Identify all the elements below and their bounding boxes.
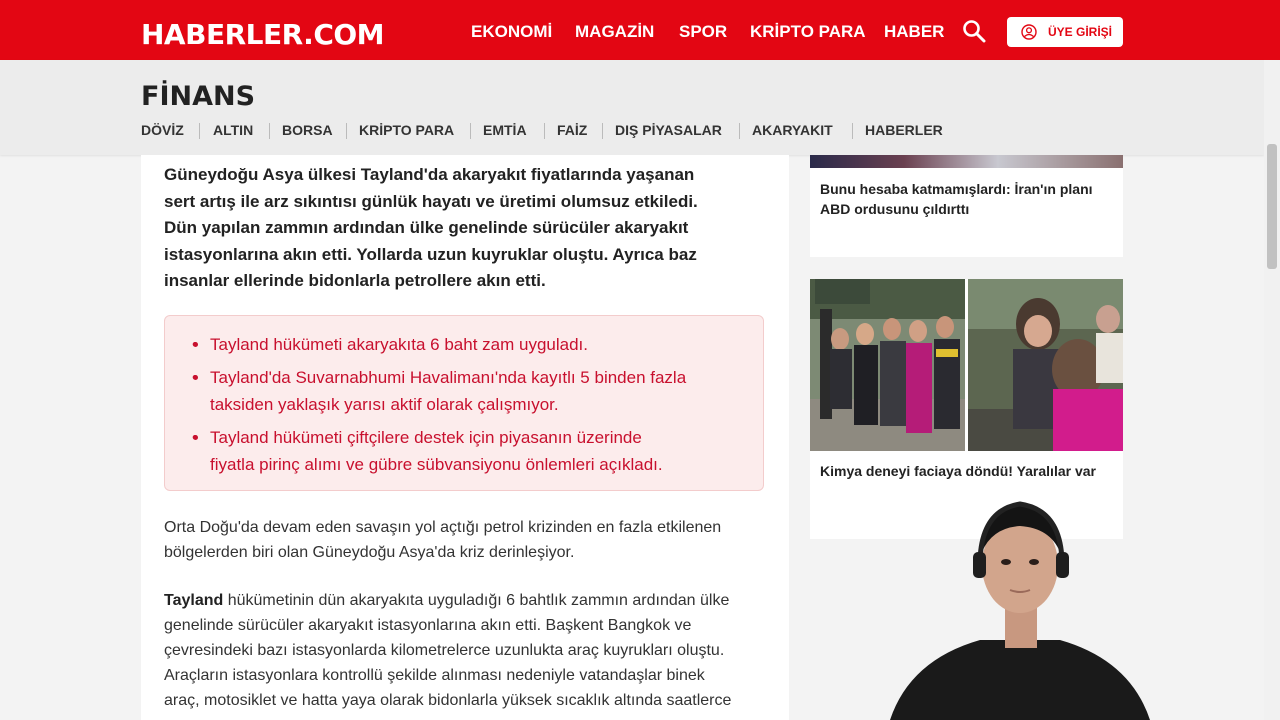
- subnav-divider: [544, 123, 545, 139]
- article-lead: [164, 162, 749, 295]
- subnav-doviz[interactable]: DÖVİZ: [141, 122, 184, 138]
- paragraph-line: genelinde sürücüler akaryakıt istasyonlarına akın etti. Başkent Bangkok ve: [164, 617, 692, 634]
- paragraph-line: Araçların istasyonlara kontrollü şekilde alınması nedeniyle vatandaşlar binek: [164, 667, 705, 684]
- title-line: Bunu hesaba katmamışlardı: İran'ın planı: [820, 181, 1093, 197]
- article-body: [141, 155, 789, 720]
- paragraph-line: araç, motosiklet ve hatta yaya olarak bidonlarla yüksek sıcaklık altında saatlerce: [164, 692, 732, 709]
- paragraph-line: bölgelerden biri olan Güneydoğu Asya'da kriz derinleşiyor.: [164, 544, 575, 561]
- subnav-divider: [346, 123, 347, 139]
- login-label: ÜYE GİRİŞİ: [1048, 25, 1113, 39]
- lead-line: istasyonlarına akın etti. Yollarda uzun kuyruklar oluştu. Ayrıca baz: [164, 244, 697, 264]
- subnav-divider: [739, 123, 740, 139]
- subnav-dis-piyasalar[interactable]: DIŞ PİYASALAR: [615, 122, 722, 138]
- subnav-divider: [199, 123, 200, 139]
- summary-line: • • Tayland hükümeti akaryakıta 6 baht zam uyguladı.: [210, 335, 588, 354]
- nav-item-ekonomi[interactable]: EKONOMİ: [471, 22, 553, 41]
- paragraph-line: Orta Doğu'da devam eden savaşın yol açtığı petrol krizinden en fazla etkilenen: [164, 519, 722, 536]
- site-logo[interactable]: HABERLER.COM: [141, 18, 385, 51]
- summary-line: • • Tayland hükümeti çiftçilere destek için piyasanın üzerinde: [210, 428, 642, 447]
- article-paragraph: [164, 515, 759, 565]
- lead-line: Güneydoğu Asya ülkesi Tayland'da akaryakıt fiyatlarında yaşanan: [164, 165, 695, 184]
- webcam-overlay: [870, 490, 1170, 720]
- summary-box: [164, 315, 764, 491]
- scrollbar-thumb[interactable]: [1267, 144, 1277, 269]
- news-photo-right[interactable]: [968, 279, 1123, 451]
- summary-line: fiyatla pirinç alımı ve gübre sübvansiyonu önlemleri açıkladı.: [210, 454, 663, 474]
- paragraph-text: hükümetinin dün akaryakıta uyguladığı 6 bahtlık zammın ardından ülke: [223, 592, 730, 609]
- news-card-title[interactable]: [820, 179, 1115, 219]
- title-line: ABD ordusunu çıldırttı: [820, 201, 970, 217]
- news-photo-left[interactable]: [810, 279, 965, 451]
- nav-item-haber[interactable]: HABER: [884, 22, 945, 41]
- page-scrollbar[interactable]: [1264, 60, 1280, 720]
- lead-line: sert artış ile arz sıkıntısı günlük hayatı ve üretimi olumsuz etkiledi.: [164, 191, 698, 211]
- summary-item: [210, 332, 730, 359]
- subnav-faiz[interactable]: FAİZ: [557, 122, 588, 138]
- paragraph-line: [164, 588, 764, 613]
- summary-line: • • Tayland'da Suvarnabhumi Havalimanı'nda kayıtlı 5 binden fazla: [210, 368, 687, 387]
- subnav-divider: [602, 123, 603, 139]
- paragraph-line: çevresindeki bazı istasyonlarda kilometrelerce uzunlukta araç kuyrukları oluştu.: [164, 642, 725, 659]
- subnav-emtia[interactable]: EMTİA: [483, 122, 527, 138]
- lead-line: Dün yapılan zammın ardından ülke genelinde sürücüler akaryakıt: [164, 218, 689, 237]
- news-card-title[interactable]: Kimya deneyi faciaya döndü! Yaralılar var: [820, 463, 1096, 479]
- subnav-divider: [269, 123, 270, 139]
- nav-item-kripto-para[interactable]: KRİPTO PARA: [750, 22, 866, 41]
- summary-item: [210, 425, 730, 478]
- lead-line: insanlar ellerinde bidonlarla petrollere akın etti.: [164, 271, 546, 290]
- nav-item-magazin[interactable]: MAGAZİN: [575, 22, 655, 41]
- subnav-divider: [852, 123, 853, 139]
- login-button[interactable]: [1007, 17, 1123, 47]
- subnav-divider: [470, 123, 471, 139]
- user-icon: [1021, 24, 1037, 40]
- summary-line: taksiden yaklaşık yarısı aktif olarak çalışmıyor.: [210, 394, 559, 414]
- subnav-altin[interactable]: ALTIN: [213, 122, 254, 138]
- subnav-haberler[interactable]: HABERLER: [865, 122, 943, 138]
- news-thumbnail[interactable]: [810, 155, 1123, 168]
- search-icon[interactable]: [962, 19, 986, 43]
- section-header: [0, 60, 1264, 155]
- subnav-borsa[interactable]: BORSA: [282, 122, 333, 138]
- subnav-kripto-para[interactable]: KRİPTO PARA: [359, 122, 455, 138]
- nav-item-spor[interactable]: SPOR: [679, 22, 728, 41]
- news-card[interactable]: [810, 155, 1123, 257]
- top-navbar: [0, 0, 1280, 60]
- section-title[interactable]: FİNANS: [141, 81, 256, 112]
- summary-item: [210, 365, 730, 418]
- subnav-akaryakit[interactable]: AKARYAKIT: [752, 122, 833, 138]
- bold-keyword: Tayland: [164, 592, 224, 609]
- article-paragraph: [164, 588, 764, 713]
